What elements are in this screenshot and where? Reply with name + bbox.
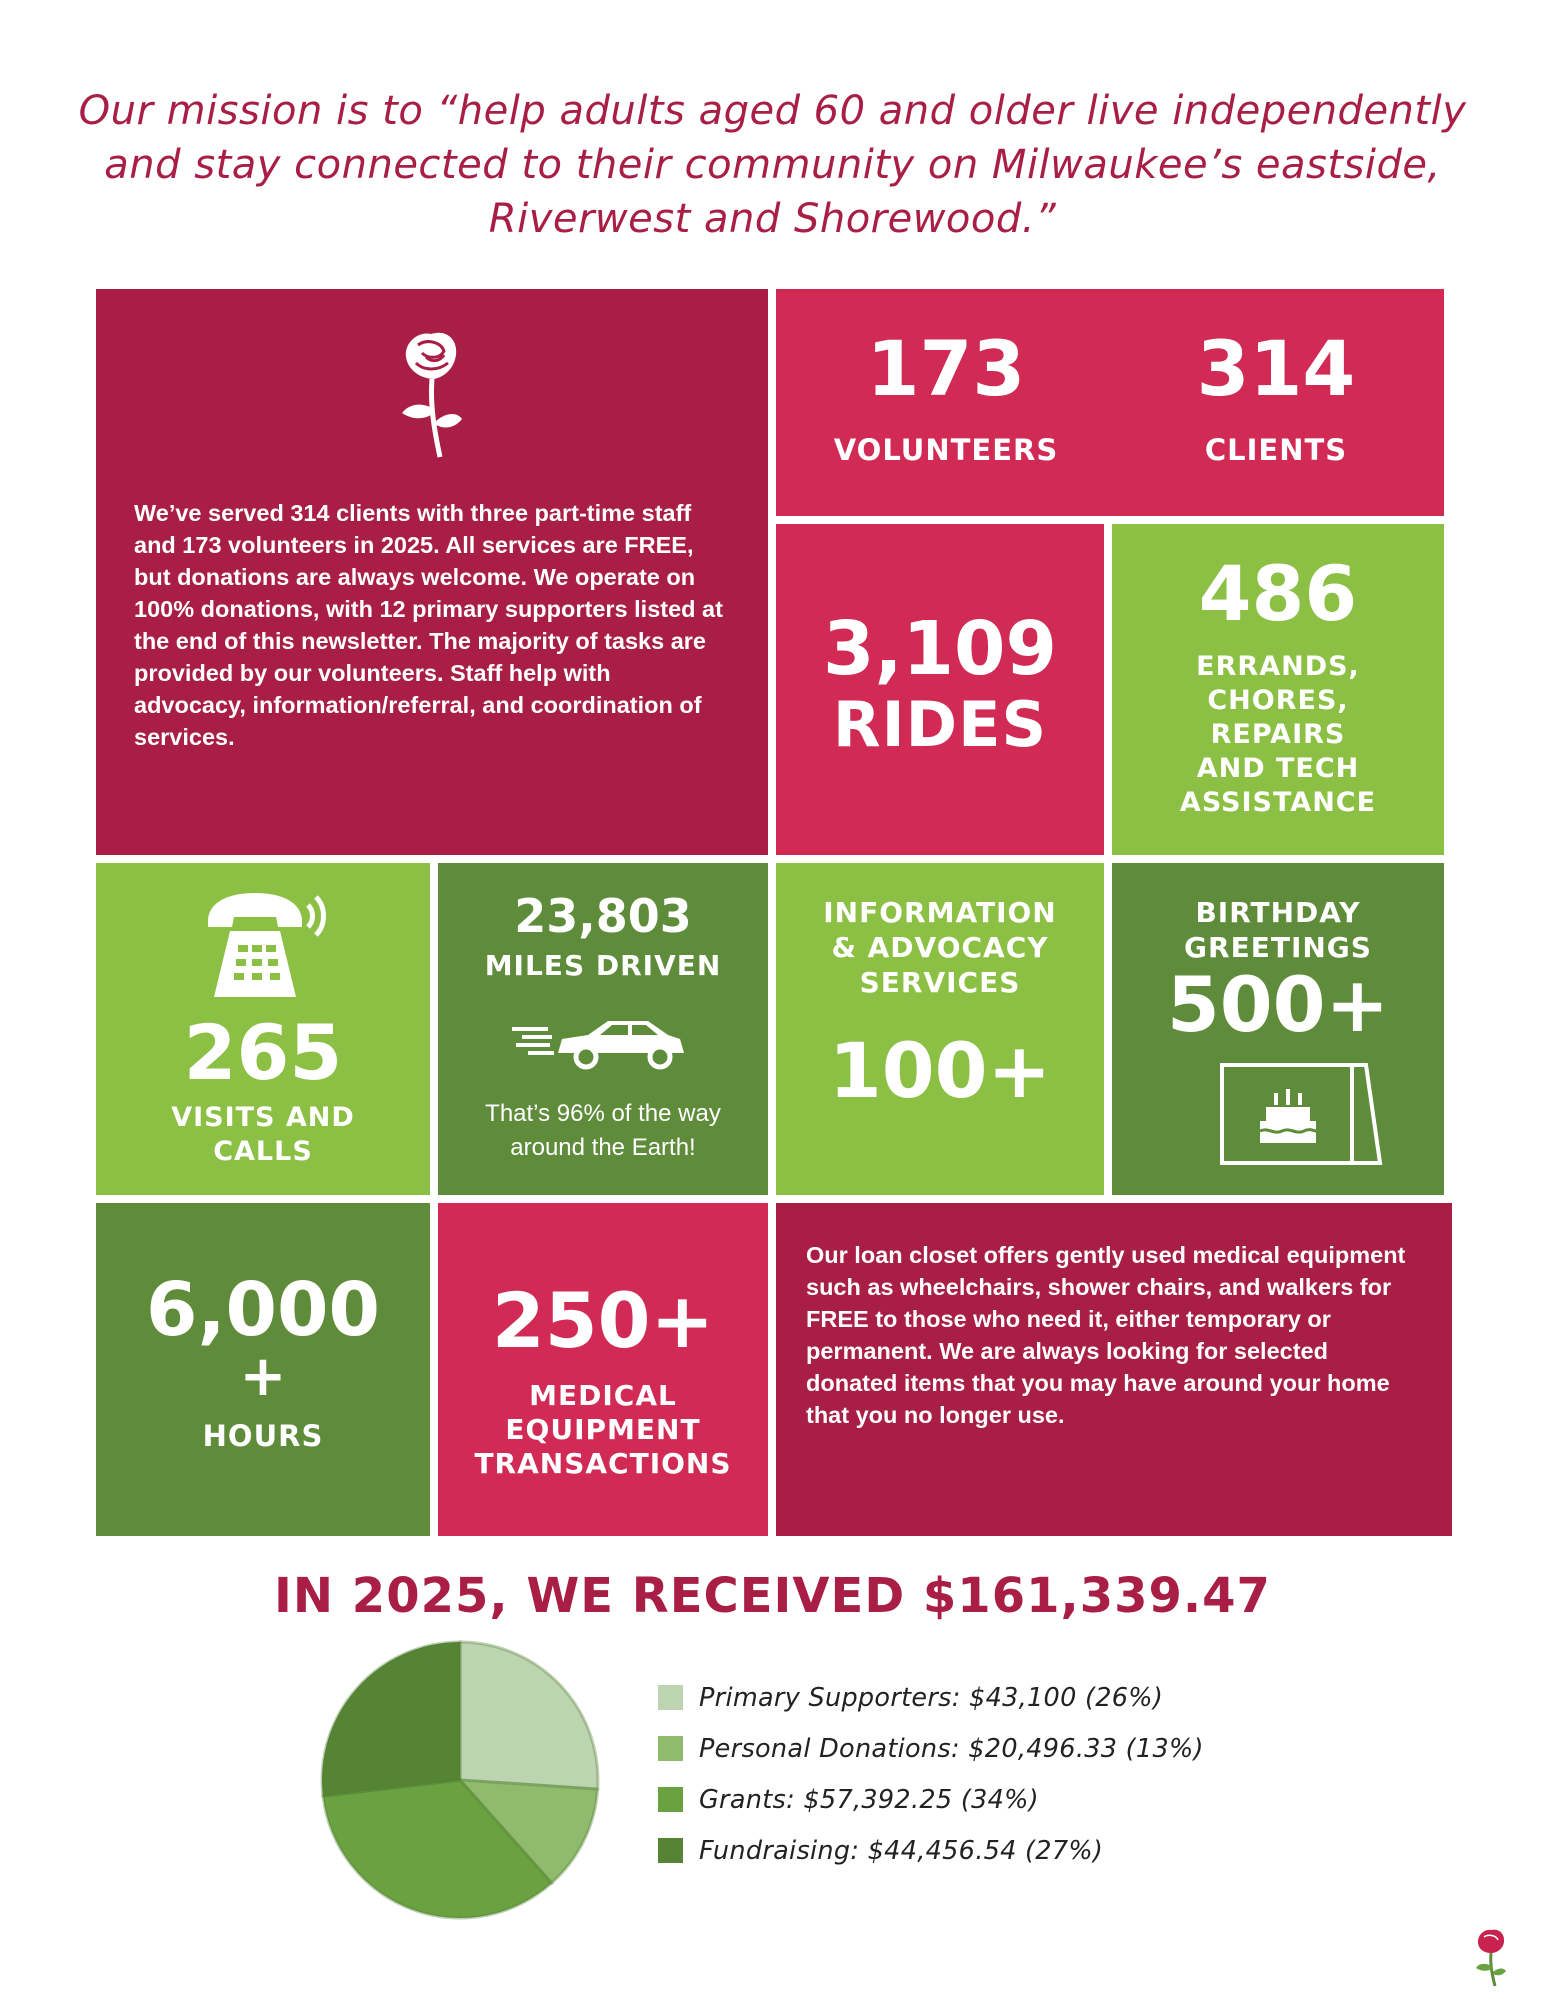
hours-value: 6,000 bbox=[145, 1267, 381, 1353]
legend-label: Fundraising: $44,456.54 (27%) bbox=[699, 1835, 1104, 1866]
pie-legend bbox=[658, 1672, 1204, 1876]
rose-icon bbox=[1474, 1928, 1508, 1988]
loan-closet-text: Our loan closet offers gently used medical equipment such as wheelchairs, shower chairs, and walkers for FREE to those who need it, either temporary or permanent. We are always looking for selected donated items that you may have around your home that you no longer use. bbox=[806, 1242, 1406, 1428]
loan-closet-tile bbox=[776, 1203, 1452, 1536]
errands-label-line: CHORES, bbox=[1207, 685, 1349, 716]
equipment-tile bbox=[438, 1203, 768, 1536]
clients-label: CLIENTS bbox=[1204, 433, 1348, 467]
legend-label: Grants: $57,392.25 (34%) bbox=[699, 1784, 1039, 1815]
miles-tile bbox=[438, 863, 768, 1195]
equipment-label-line: TRANSACTIONS bbox=[474, 1447, 732, 1480]
miles-note-line: That’s 96% of the way bbox=[485, 1100, 721, 1127]
birthday-value: 500+ bbox=[1166, 960, 1390, 1049]
errands-label-line: ERRANDS, bbox=[1196, 651, 1360, 682]
pie-slice bbox=[322, 1642, 460, 1796]
intro-text: We’ve served 314 clients with three part-time staff and 173 volunteers in 2025. All services are FREE, but donations are always welcome. We operate on 100% donations, with 12 primary supporters listed at the end of this newsletter. The majority of tasks are provided by our volunteers. Staff help with advocacy, information/referral, and coordination of services. bbox=[134, 500, 723, 750]
pie-slice bbox=[460, 1642, 598, 1789]
legend-swatch bbox=[658, 1685, 683, 1710]
visits-label-line: VISITS AND bbox=[171, 1102, 355, 1133]
equipment-label bbox=[438, 1379, 768, 1481]
errands-label bbox=[1112, 650, 1444, 820]
birthday-card-icon bbox=[1216, 1059, 1386, 1169]
volunteers-label: VOLUNTEERS bbox=[833, 433, 1059, 467]
miles-note-line: around the Earth! bbox=[510, 1134, 696, 1161]
rides-value: 3,109 bbox=[822, 606, 1058, 692]
legend-swatch bbox=[658, 1736, 683, 1761]
rides-label: RIDES bbox=[832, 688, 1048, 761]
volunteers-value: 173 bbox=[866, 324, 1026, 413]
telephone-icon bbox=[200, 887, 330, 1007]
legend-swatch bbox=[658, 1838, 683, 1863]
legend-label: Personal Donations: $20,496.33 (13%) bbox=[699, 1733, 1204, 1764]
birthday-label-line: BIRTHDAY bbox=[1195, 896, 1361, 929]
errands-label-line: REPAIRS bbox=[1210, 719, 1346, 750]
hours-label: HOURS bbox=[202, 1419, 324, 1453]
funding-pie-chart bbox=[310, 1630, 610, 1930]
rose-icon bbox=[396, 329, 466, 459]
equipment-value: 250+ bbox=[491, 1276, 715, 1365]
hours-tile bbox=[96, 1203, 430, 1536]
birthday-label-line: GREETINGS bbox=[1184, 931, 1372, 964]
birthday-tile bbox=[1112, 863, 1444, 1195]
legend-label: Primary Supporters: $43,100 (26%) bbox=[699, 1682, 1164, 1713]
visits-label bbox=[96, 1101, 430, 1169]
visits-tile bbox=[96, 863, 430, 1195]
miles-note bbox=[438, 1097, 768, 1165]
intro-tile bbox=[96, 289, 768, 855]
legend-item bbox=[658, 1723, 1204, 1774]
errands-tile bbox=[1112, 524, 1444, 855]
rides-tile bbox=[776, 524, 1104, 855]
visits-label-line: CALLS bbox=[213, 1136, 313, 1167]
equipment-label-line: MEDICAL bbox=[529, 1379, 677, 1412]
mission-statement: Our mission is to “help adults aged 60 and older live independently and stay connected to their community on Milwaukee’s eastside, Riverwest and Shorewood.” bbox=[78, 88, 1467, 242]
info-value: 100+ bbox=[828, 1026, 1052, 1115]
info-label-line: SERVICES bbox=[859, 966, 1021, 999]
equipment-label-line: EQUIPMENT bbox=[505, 1413, 701, 1446]
info-tile bbox=[776, 863, 1104, 1195]
info-label bbox=[776, 895, 1104, 1000]
miles-value: 23,803 bbox=[514, 889, 692, 943]
info-label-line: & ADVOCACY bbox=[831, 931, 1049, 964]
errands-value: 486 bbox=[1198, 549, 1358, 638]
legend-item bbox=[658, 1774, 1204, 1825]
legend-item bbox=[658, 1672, 1204, 1723]
volunteers-clients-tile bbox=[776, 289, 1444, 516]
legend-swatch bbox=[658, 1787, 683, 1812]
car-icon bbox=[508, 1013, 688, 1073]
clients-value: 314 bbox=[1196, 324, 1356, 413]
hours-plus: + bbox=[239, 1344, 287, 1409]
birthday-label bbox=[1112, 895, 1444, 965]
funding-heading: IN 2025, WE RECEIVED $161,339.47 bbox=[274, 1568, 1271, 1624]
legend-item bbox=[658, 1825, 1204, 1876]
visits-value: 265 bbox=[183, 1008, 343, 1097]
info-label-line: INFORMATION bbox=[823, 896, 1057, 929]
errands-label-line: AND TECH bbox=[1196, 753, 1360, 784]
errands-label-line: ASSISTANCE bbox=[1179, 787, 1377, 818]
miles-label: MILES DRIVEN bbox=[484, 949, 722, 982]
